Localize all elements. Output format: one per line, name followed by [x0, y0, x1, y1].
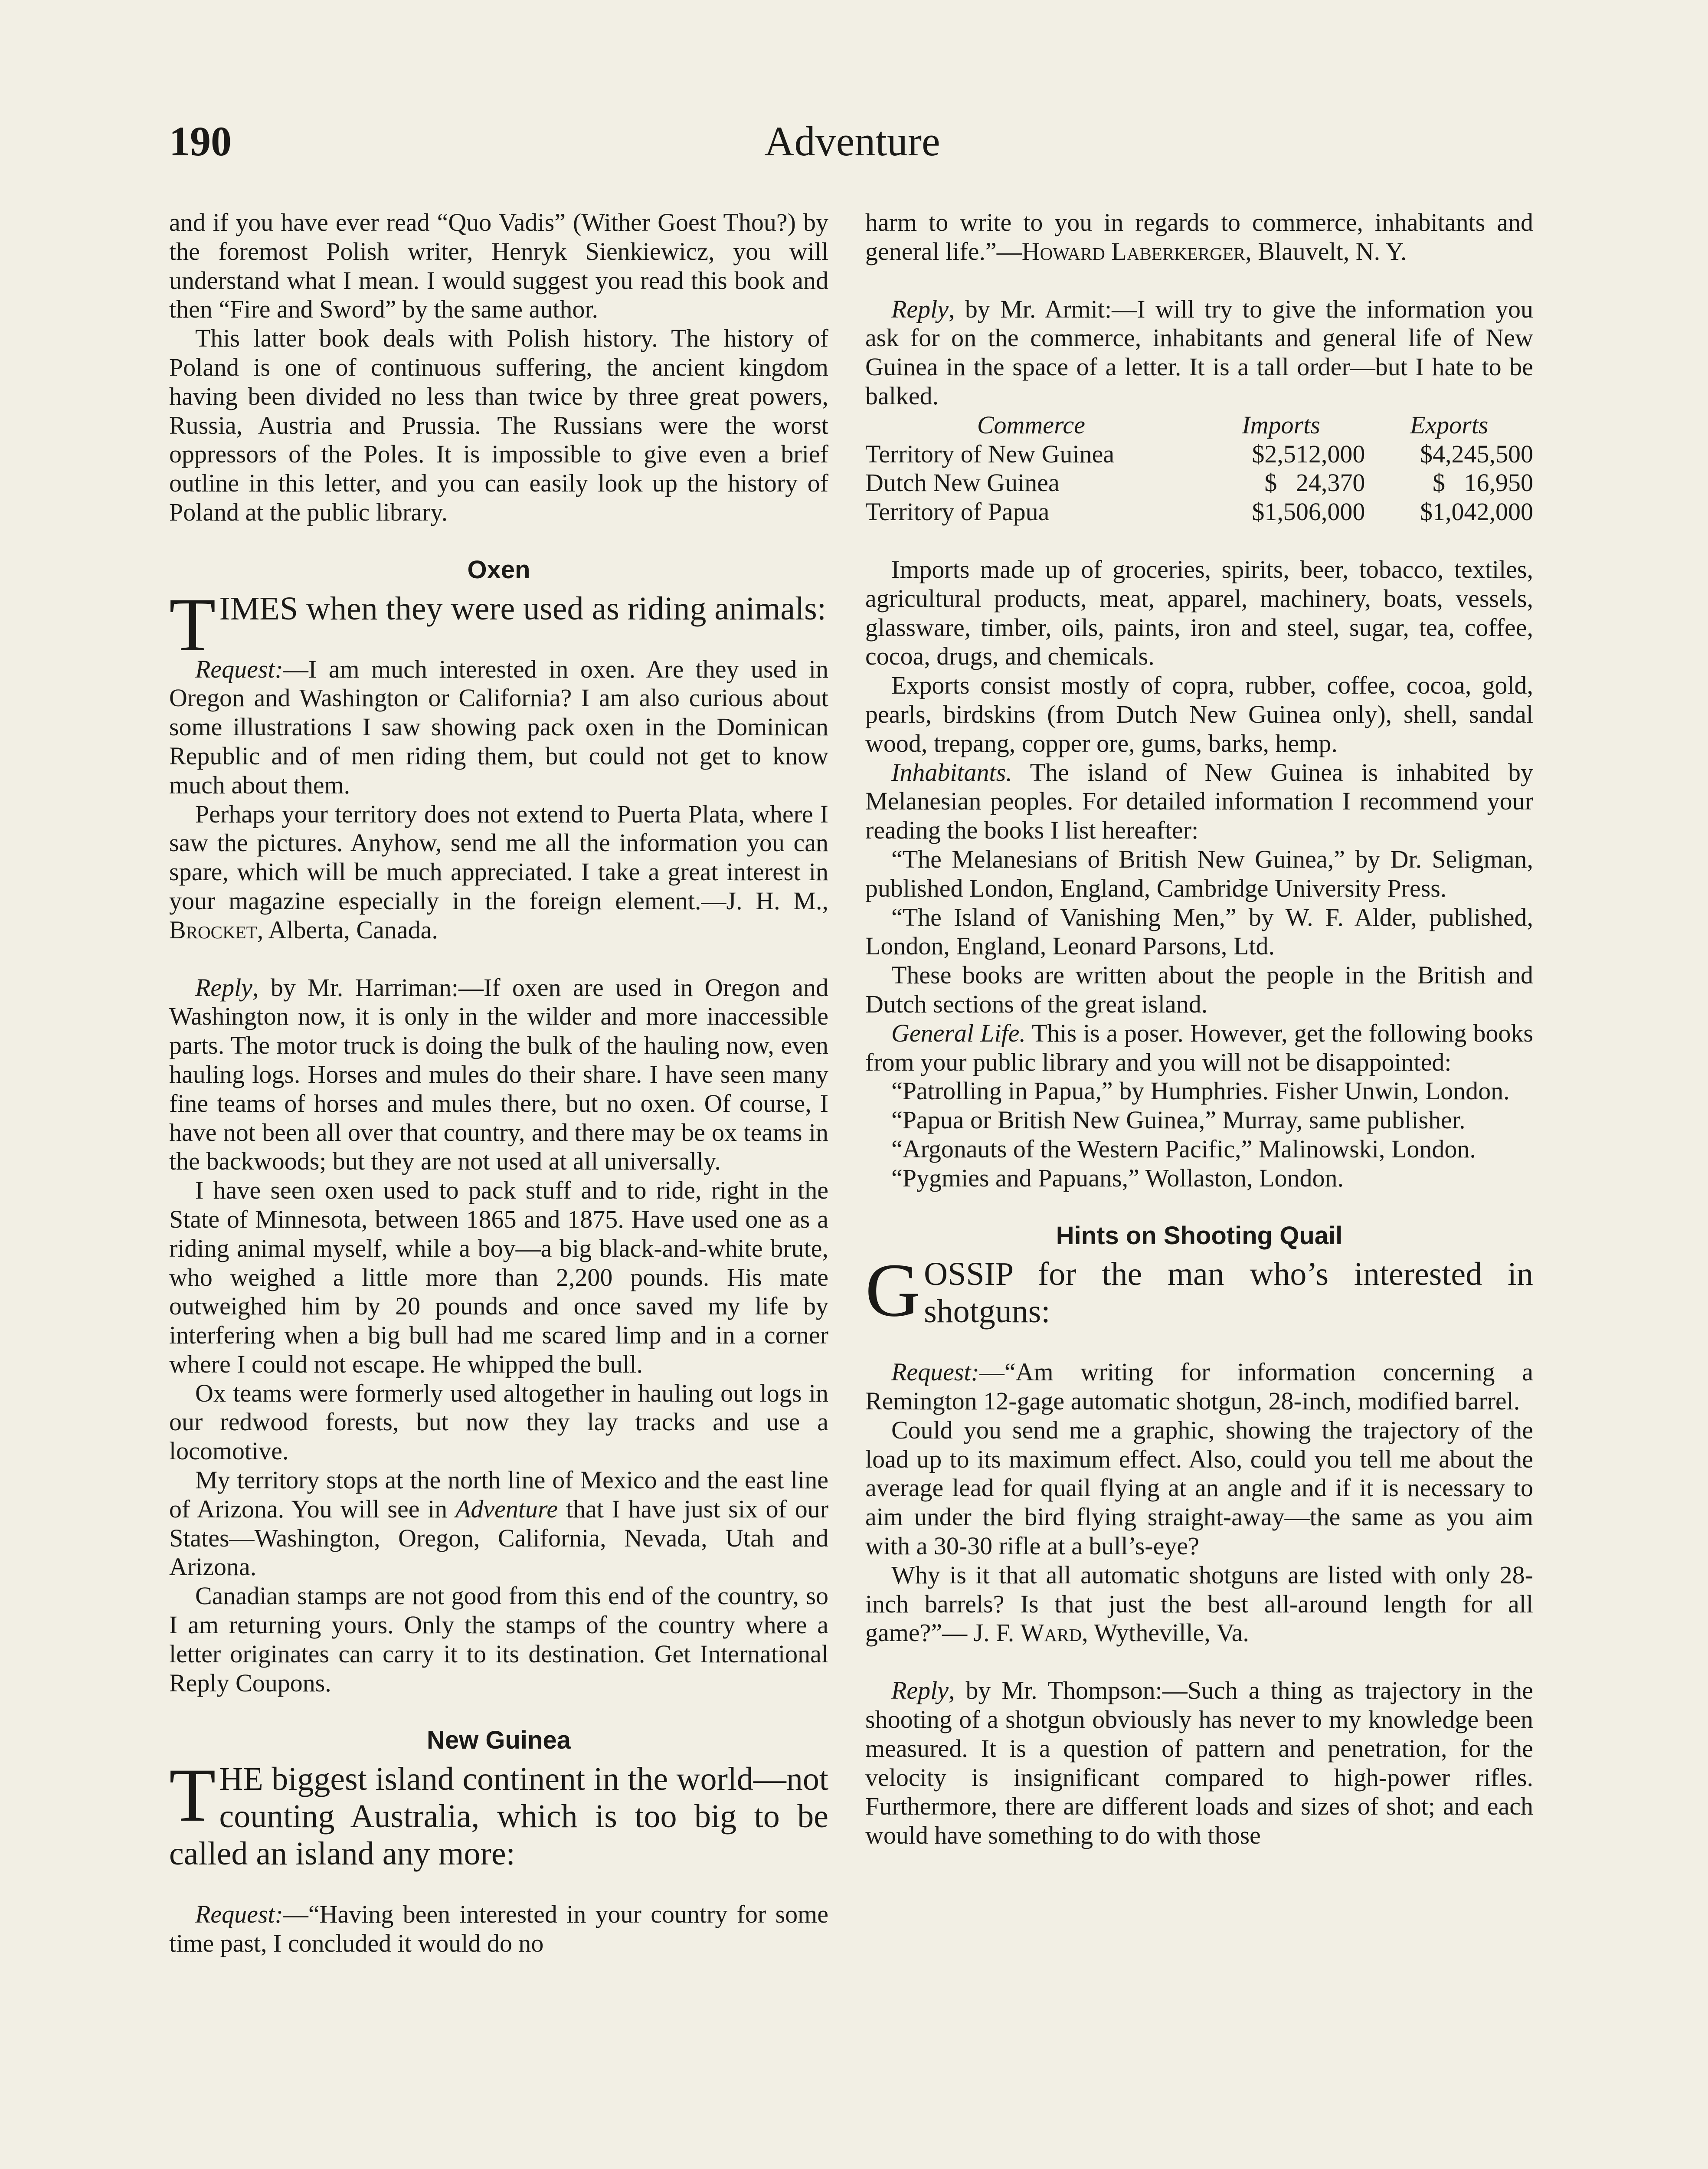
quail-request — [865, 1358, 1533, 1416]
reply-text: , by Mr. Harriman:—If oxen are used in Oregon and Washington now, it is only in the wilder and more inaccessible parts. The motor truck is doing the bulk of the hauling now, even hauling logs. Horses and mules do their share. I have seen many fine teams of horses and mules there, but no oxen. Of course, I have not been all over that country, and there may be ox teams in the backwoods; but they are not used at all universally. — [169, 973, 828, 1176]
table-row — [865, 469, 1533, 498]
table-cell: Territory of Papua — [865, 498, 1050, 526]
request-signature: Howard Laberkerger — [1021, 237, 1246, 265]
page-header — [169, 117, 1535, 174]
table-row — [865, 498, 1533, 527]
oxen-reply — [169, 973, 828, 1176]
request-text: harm to write to you in regards to commerce, inhabitants and general life.”— — [865, 208, 1533, 265]
commerce-table — [865, 411, 1533, 527]
oxen-lead — [169, 582, 828, 667]
reply-label: Reply — [891, 1676, 949, 1705]
books-note: These books are written about the people in the British and Dutch sections of the great island. — [865, 961, 1533, 1018]
request-label: Request: — [195, 1900, 283, 1929]
magazine-title: Adventure — [764, 118, 940, 164]
table-header: Exports — [1410, 410, 1489, 439]
reply-text: My territory stops at the north line of Mexico and the east line of Arizona. You will see in — [169, 1466, 828, 1523]
request-text: Perhaps your territory does not extend to Puerta Plata, where I saw the pictures. Anyhow, send me all the information you can spare, which will be much appreciated. I take a great interest in your magazine especially in the foreign element.—J. H. M., — [169, 799, 828, 915]
general-life-label: General Life. — [891, 1019, 1026, 1047]
oxen-reply-paragraph: Ox teams were formerly used altogether in hauling out logs in our redwood forests, but now they lay tracks and use a locomotive. — [169, 1379, 828, 1465]
quail-request-paragraph: Could you send me a graphic, showing the trajectory of the load up to its maximum effect. Also, could you tell me about the average lead for quail flying at an angle and if it is necessary to aim under the bird flying straight-away—the same as you aim with a 30-30 rifle at a bull’s-eye? — [865, 1415, 1533, 1560]
general-life-paragraph — [865, 1019, 1533, 1077]
section-title-quail: Hints on Shooting Quail — [1056, 1221, 1343, 1250]
magazine-name: Adventure — [455, 1494, 558, 1523]
table-cell: $4,245,500 — [1420, 439, 1533, 468]
drop-cap: G — [865, 1248, 921, 1333]
new-guinea-request — [169, 1900, 828, 1958]
book-entry: “Pygmies and Papuans,” Wollaston, London. — [891, 1163, 1344, 1192]
lead-text: OSSIP for the man who’s interested in shotguns: — [924, 1256, 1533, 1330]
oxen-reply-paragraph: I have seen oxen used to pack stuff and to ride, right in the State of Minnesota, between 1865 and 1875. Have used one as a riding animal myself, while a boy—a big black-and-white brute, who weighed a little more than 2,200 pounds. His mate outweighed him by 20 pounds and once saved my life by interfering when a big bull had me scared limp and in a corner where I could not escape. He whipped the bull. — [169, 1176, 828, 1378]
page-number: 190 — [169, 118, 232, 164]
table-header: Commerce — [977, 410, 1085, 439]
request-label: Request: — [195, 655, 283, 683]
table-cell: $ 16,950 — [1433, 469, 1533, 497]
table-header-row — [865, 411, 1533, 440]
lead-text: HE biggest island continent in the world—not counting Australia, which is too big to be called an island any more: — [169, 1761, 828, 1872]
table-cell: $ 24,370 — [1264, 469, 1365, 497]
oxen-reply-paragraph — [169, 1466, 828, 1582]
oxen-request-continued — [169, 800, 828, 945]
lead-text: IMES when they were used as riding animals: — [219, 590, 826, 627]
request-text: , Blauvelt, N. Y. — [1245, 237, 1407, 265]
new-guinea-reply — [865, 295, 1533, 411]
request-text: , Alberta, Canada. — [257, 915, 438, 944]
book-entry: “Papua or British New Guinea,” Murray, same publisher. — [891, 1106, 1466, 1134]
oxen-request — [169, 655, 828, 800]
table-row — [865, 440, 1533, 469]
request-text: —“Having been interested in your country for some time past, I concluded it would do no — [169, 1900, 828, 1958]
request-place: Brocket — [169, 915, 257, 944]
request-signature: Ward — [1020, 1619, 1082, 1647]
oxen-reply-paragraph: Canadian stamps are not good from this end of the country, so I am returning yours. Only the stamps of the country where a letter originates can carry it to its destination. Get International Reply Coupons. — [169, 1582, 828, 1697]
reply-text: , by Mr. Armit:—I will try to give the information you ask for on the commerce, inhabitants and general life of New Guinea in the space of a letter. It is a tall order—but I hate to be balked. — [865, 295, 1533, 410]
exports-paragraph: Exports consist mostly of copra, rubber, coffee, cocoa, gold, pearls, birdskins (from Dutch New Guinea only), shell, sandal wood, trepang, copper ore, gums, barks, hemp. — [865, 671, 1533, 757]
book-entry: “The Island of Vanishing Men,” by W. F. Alder, published, London, England, Leonard Parsons, Ltd. — [865, 903, 1533, 960]
reply-label: Reply — [891, 295, 949, 323]
left-column — [169, 208, 828, 1958]
intro-paragraph: and if you have ever read “Quo Vadis” (Wither Goest Thou?) by the foremost Polish writer, Henryk Sienkiewicz, you will understand what I mean. I would suggest you read this book and then “Fire and Sword” by the same author. — [169, 208, 828, 324]
section-title-oxen: Oxen — [467, 555, 530, 584]
book-entry: “Argonauts of the Western Pacific,” Malinowski, London. — [891, 1134, 1476, 1163]
quail-request-paragraph — [865, 1561, 1533, 1648]
request-text: —“Am writing for information concerning a Remington 12-gage automatic shotgun, 28-inch, modified barrel. — [865, 1358, 1533, 1415]
drop-cap: T — [169, 582, 216, 667]
table-cell: $1,042,000 — [1420, 498, 1533, 526]
table-cell: $1,506,000 — [1252, 498, 1365, 526]
book-entry: “Patrolling in Papua,” by Humphries. Fisher Unwin, London. — [891, 1077, 1510, 1105]
reply-label: Reply — [195, 973, 253, 1002]
right-column — [865, 208, 1533, 1850]
general-life-text: This is a poser. However, get the following books from your public library and you will not be disappointed: — [865, 1019, 1533, 1076]
drop-cap: T — [169, 1753, 216, 1838]
section-title-new-guinea: New Guinea — [427, 1726, 571, 1755]
new-guinea-request-continued — [865, 208, 1533, 266]
inhabitants-paragraph — [865, 758, 1533, 845]
request-text: , Wytheville, Va. — [1082, 1619, 1249, 1647]
quail-lead — [865, 1248, 1533, 1333]
request-text: Why is it that all automatic shotguns are listed with only 28-inch barrels? Is that just the best all-around length for all game?”— J. F. — [865, 1560, 1533, 1647]
reply-text: that I have just six of our States—Washington, Oregon, California, Nevada, Utah and Arizona. — [169, 1494, 829, 1581]
table-cell: Dutch New Guinea — [865, 469, 1060, 497]
table-cell: $2,512,000 — [1252, 439, 1365, 468]
table-cell: Territory of New Guinea — [865, 439, 1115, 468]
intro-paragraph: This latter book deals with Polish history. The history of Poland is one of continuous suffering, the ancient kingdom having been divided no less than twice by three great powers, Russia, Austria and Prussia. The Russians were the worst oppressors of the Poles. It is impossible to give even a brief outline in this letter, and you can easily look up the history of Poland at the public library. — [169, 324, 828, 526]
inhabitants-label: Inhabitants. — [891, 758, 1012, 786]
reply-text: , by Mr. Thompson:—Such a thing as trajectory in the shooting of a shotgun obviously has never to my knowledge been measured. It is a question of pattern and penetration, for the velocity is insignificant compared to high-power rifles. Furthermore, there are different loads and sizes of shot; and each would have something to do with those — [865, 1676, 1533, 1850]
imports-paragraph: Imports made up of groceries, spirits, beer, tobacco, textiles, agricultural products, meat, apparel, machinery, boats, vessels, glassware, timber, oils, paints, iron and steel, sugar, tea, coffee, cocoa, drugs, and chemicals. — [865, 555, 1533, 671]
book-entry: “The Melanesians of British New Guinea,” by Dr. Seligman, published London, England, Cambridge University Press. — [865, 845, 1533, 902]
request-label: Request: — [891, 1358, 979, 1386]
inhabitants-text: The island of New Guinea is inhabited by Melanesian peoples. For detailed information I recommend your reading the books I list hereafter: — [865, 758, 1533, 845]
request-text: —I am much interested in oxen. Are they used in Oregon and Washington or California? I am also curious about some illustrations I saw showing pack oxen in the Dominican Republic and of men riding them, but could not get to know much about them. — [169, 655, 828, 799]
new-guinea-lead — [169, 1753, 828, 1872]
table-header: Imports — [1242, 410, 1320, 439]
quail-reply — [865, 1676, 1533, 1850]
